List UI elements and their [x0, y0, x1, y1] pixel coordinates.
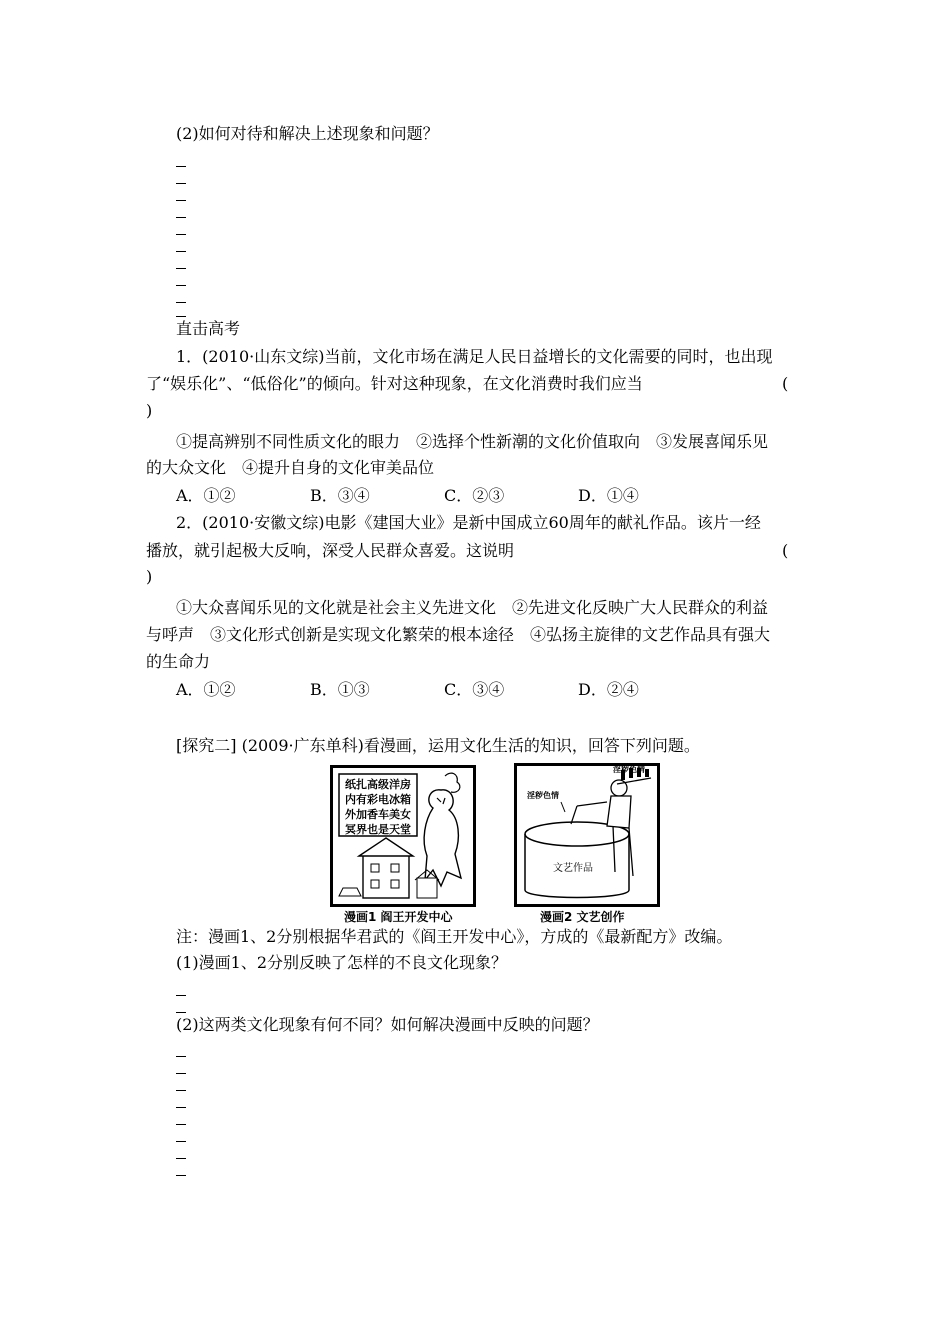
comic1-speech-line: 纸扎高级洋房: [345, 778, 411, 791]
q2-statements-line1: ①大众喜闻乐见的文化就是社会主义先进文化 ②先进文化反映广大人民群众的利益: [176, 598, 769, 617]
comic2-image: [514, 763, 660, 907]
q2-line1: 2．(2010·安徽文综)电影《建国大业》是新中国成立60周年的献礼作品。该片一经: [176, 513, 761, 532]
answer-dash: [176, 251, 186, 252]
question-2-prompt: (2)如何对待和解决上述现象和问题？: [176, 124, 439, 143]
q2-line2: 播放，就引起极大反响，深受人民群众喜爱。这说明: [146, 541, 515, 560]
answer-dash: [176, 1141, 186, 1142]
q2-answer-paren-open: (: [782, 541, 789, 560]
q2-statements-line2: 与呼声 ③文化形式创新是实现文化繁荣的根本途径 ④弘扬主旋律的文艺作品具有强大: [146, 625, 771, 644]
comic2-pot-label: 文艺作品: [553, 863, 593, 874]
q1-line1: 1．(2010·山东文综)当前，文化市场在满足人民日益增长的文化需要的同时，也出现: [176, 347, 773, 366]
comic2-caption: 漫画2 文艺创作: [540, 910, 625, 924]
comic2-label-top: 淫秽色情: [613, 765, 645, 774]
q2-statements-line3: 的生命力: [146, 652, 211, 671]
answer-dash: [176, 1124, 186, 1125]
answer-dash: [176, 268, 186, 269]
comic1-speech-line: 外加香车美女: [345, 808, 411, 821]
q2-option-d: D．②④: [578, 680, 639, 699]
q1-line2: 了“娱乐化”、“低俗化”的倾向。针对这种现象，在文化消费时我们应当: [146, 374, 643, 393]
q1-option-d: D．①④: [578, 486, 639, 505]
q2-option-b: B．①③: [310, 680, 370, 699]
q1-answer-paren-close: ): [146, 401, 153, 420]
answer-dash: [176, 217, 186, 218]
q1-statements-line1: ①提高辨别不同性质文化的眼力 ②选择个性新潮的文化价值取向 ③发展喜闻乐见: [176, 432, 769, 451]
answer-dash: [176, 183, 186, 184]
q2-option-c: C．③④: [444, 680, 505, 699]
q2-answer-paren-close: ): [146, 567, 153, 586]
explore2-sub2: (2)这两类文化现象有何不同？如何解决漫画中反映的问题？: [176, 1015, 599, 1034]
explore2-sub1: (1)漫画1、2分别反映了怎样的不良文化现象？: [176, 953, 508, 972]
comic1-speech-line: 内有彩电冰箱: [345, 793, 411, 806]
answer-dash: [176, 285, 186, 286]
comic2-label-left: 淫秽色情: [527, 791, 559, 800]
q2-option-a: A．①②: [176, 680, 236, 699]
comic1-speech-text: [345, 777, 411, 837]
comic1-image: [330, 765, 476, 907]
section-title: 直击高考: [176, 319, 241, 338]
answer-dash: [176, 1158, 186, 1159]
answer-dash: [176, 1073, 186, 1074]
comic1-caption: 漫画1 阎王开发中心: [344, 910, 453, 924]
answer-dash: [176, 1056, 186, 1057]
answer-dash: [176, 1107, 186, 1108]
answer-dash: [176, 234, 186, 235]
comic2-drawing: [517, 766, 657, 904]
answer-dash: [176, 200, 186, 201]
q1-option-b: B．③④: [310, 486, 370, 505]
comic1-speech-line: 冥界也是天堂: [345, 823, 411, 836]
answer-dash: [176, 302, 186, 303]
q1-option-c: C．②③: [444, 486, 505, 505]
answer-dash: [176, 166, 186, 167]
q1-answer-paren-open: (: [782, 374, 789, 393]
q1-option-a: A．①②: [176, 486, 236, 505]
answer-dash: [176, 995, 186, 996]
answer-dash: [176, 1090, 186, 1091]
q1-statements-line2: 的大众文化 ④提升自身的文化审美品位: [146, 458, 435, 477]
answer-dash: [176, 1175, 186, 1176]
explore2-intro: [探究二] (2009·广东单科)看漫画，运用文化生活的知识，回答下列问题。: [176, 736, 700, 755]
explore2-note: 注：漫画1、2分别根据华君武的《阎王开发中心》，方成的《最新配方》改编。: [176, 927, 733, 946]
